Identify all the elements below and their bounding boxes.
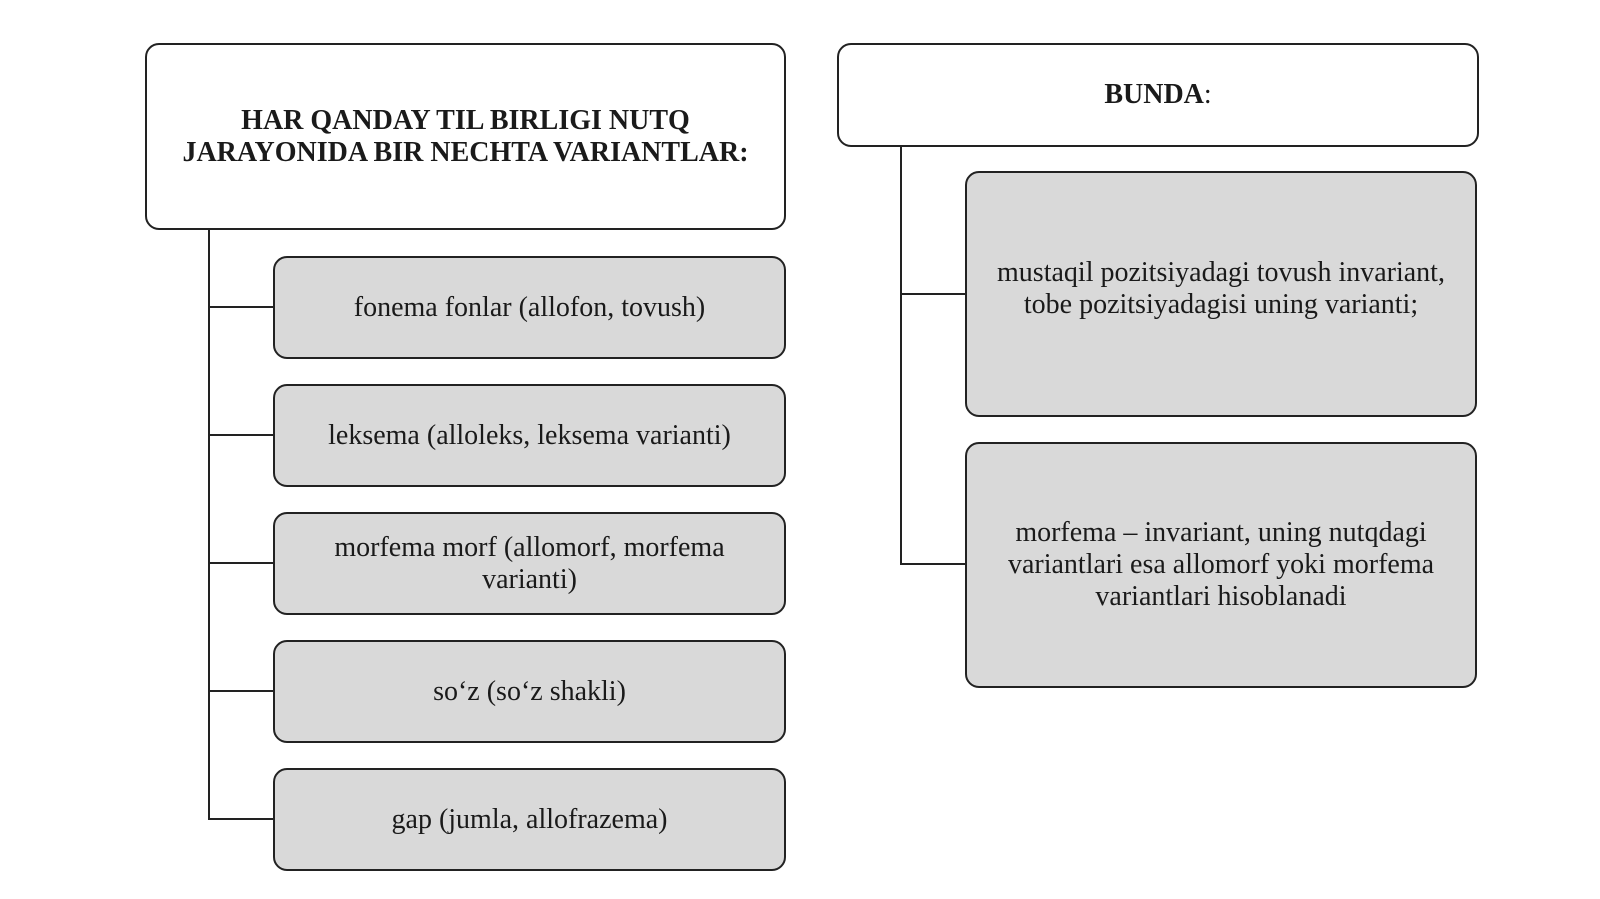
right-header-colon: : — [1203, 79, 1212, 110]
right-header-word: BUNDA — [1104, 79, 1204, 110]
left-item-box-2 — [273, 384, 786, 487]
left-item-box-1 — [273, 256, 786, 359]
left-item-text-1: fonema fonlar (allofon, tovush) — [353, 291, 706, 323]
right-header-text — [1092, 79, 1223, 111]
right-header-box — [837, 43, 1479, 147]
left-item-text-5: gap (jumla, allofrazema) — [391, 803, 668, 835]
left-item-box-5 — [273, 768, 786, 871]
right-item-box-1 — [965, 171, 1477, 417]
right-item-text-1: mustaqil pozitsiyadagi tovush invariant, tobe pozitsiyadagisi uning varianti; — [997, 257, 1445, 320]
left-item-text-2: leksema (alloleks, leksema varianti) — [328, 419, 731, 451]
left-item-text-4: so‘z (so‘z shakli) — [433, 675, 626, 707]
left-header-box — [145, 43, 786, 230]
left-item-text-3: morfema morf (allomorf, morfema varianti) — [334, 531, 725, 595]
right-item-box-2 — [965, 442, 1477, 688]
right-item-text-2: morfema – invariant, uning nutqdagi variantlari esa allomorf yoki morfema variantlari hisoblanadi — [1007, 517, 1435, 612]
left-item-box-4 — [273, 640, 786, 743]
left-header-text: HAR QANDAY TIL BIRLIGI NUTQ JARAYONIDA BIR NECHTA VARIANTLAR: — [182, 104, 749, 168]
left-item-box-3 — [273, 512, 786, 615]
